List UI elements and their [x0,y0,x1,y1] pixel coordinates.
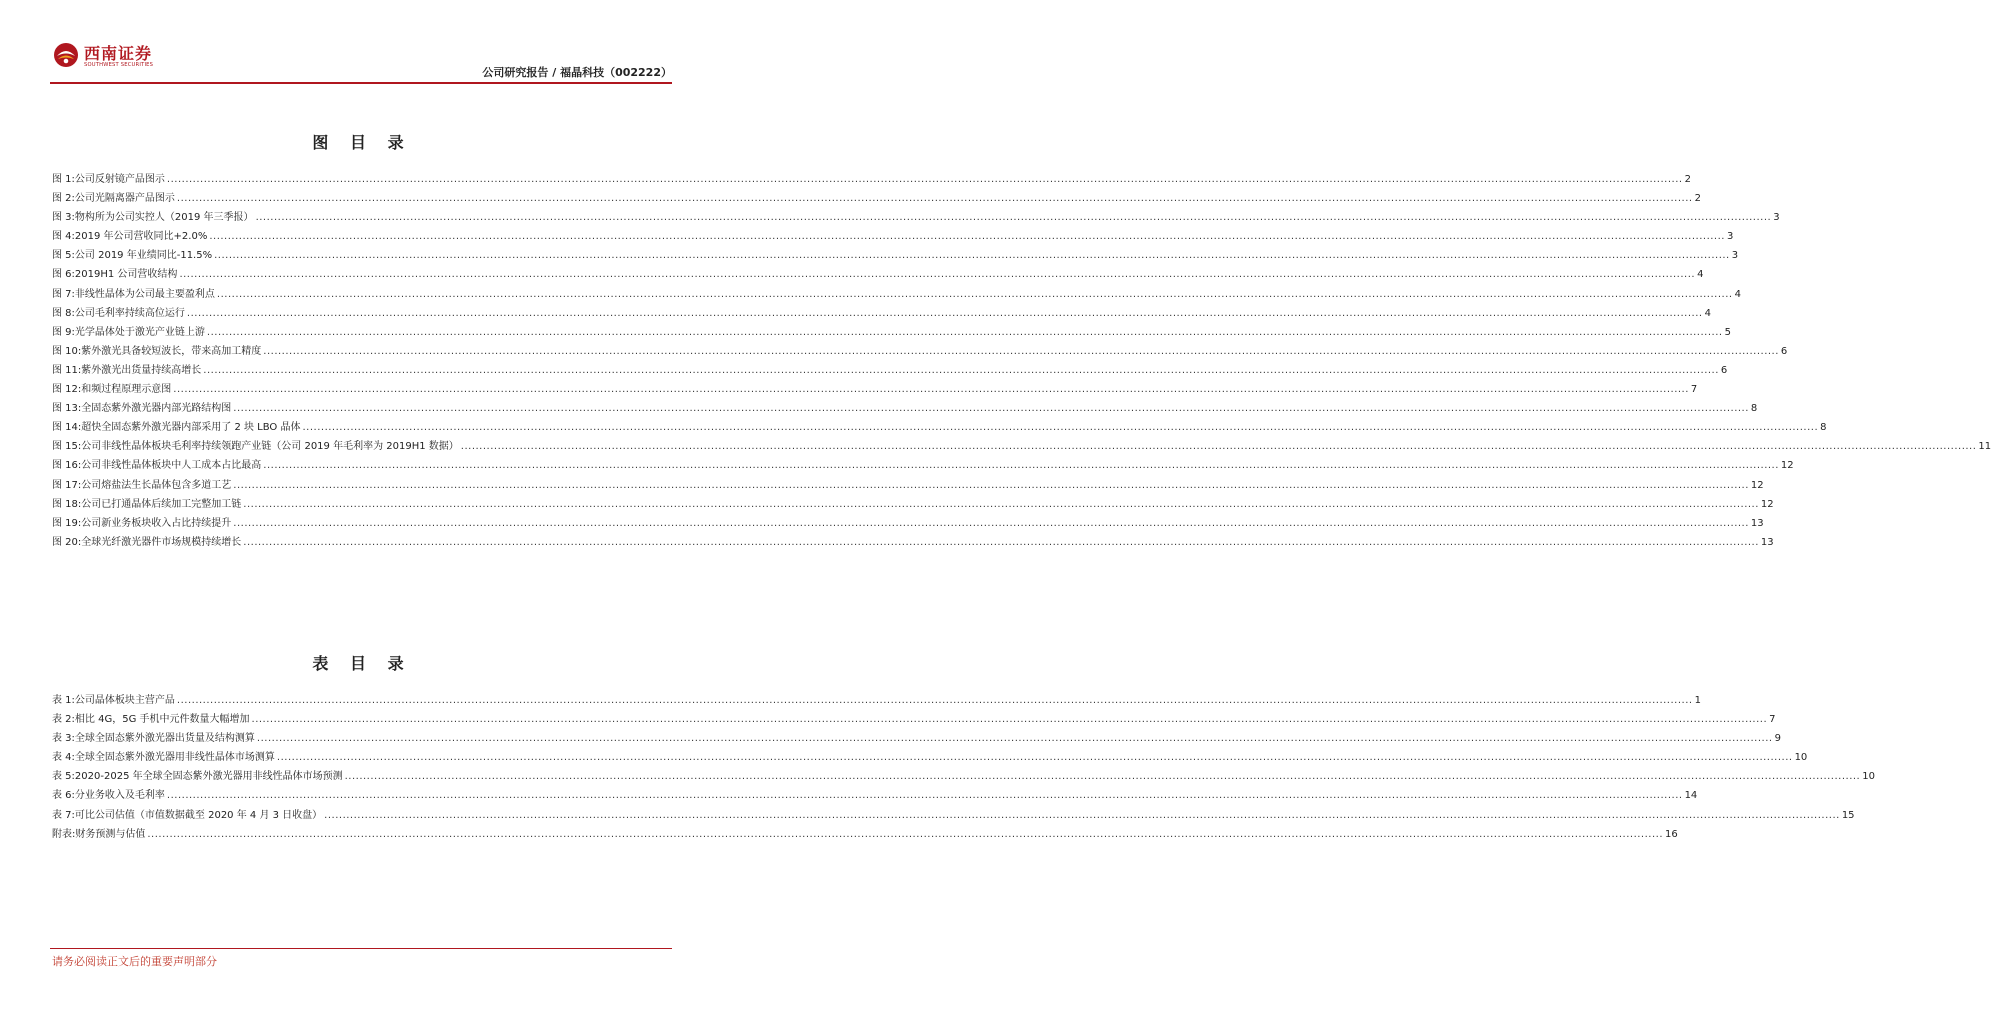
toc-leader-dots [233,476,1749,495]
toc-entry-label: 图 12: [52,384,82,396]
toc-leader-dots [263,456,1779,475]
toc-entry-label: 图 9: [52,326,75,338]
tables-toc-title: 表 目 录 [312,654,412,673]
toc-entry-title: 公司已打通晶体后续加工完整加工链 [81,498,242,510]
toc-entry-page: 2 [1684,174,1691,185]
toc-entry-page: 14 [1684,790,1698,802]
toc-entry-title: 非线性晶体为公司最主要盈利点 [74,288,215,300]
footer-divider [50,948,672,949]
toc-entry-label: 图 10: [52,345,82,357]
toc-entry-label: 图 15: [52,441,82,453]
toc-leader-dots [207,323,1723,342]
toc-entry-page: 4 [1734,288,1741,300]
toc-entry-label: 表 1: [52,695,75,706]
toc-entry-page: 1 [1694,695,1701,706]
page-header [50,38,672,82]
toc-leader-dots [167,786,1683,805]
toc-leader-dots [177,189,1693,208]
toc-entry-page: 11 [1978,441,1991,453]
toc-entry-title: 公司反射镜产品图示 [74,174,165,185]
toc-entry-page: 12 [1760,498,1774,510]
toc-entry-label: 图 17: [52,479,82,491]
toc-entry-title: 超快全固态紫外激光器内部采用了 2 块 LBO 晶体 [81,422,301,434]
toc-entry-label: 表 3: [52,733,75,745]
toc-entry-title: 光学晶体处于激光产业链上游 [74,326,205,338]
toc-entry-title: 和频过程原理示意图 [81,384,172,396]
toc-entry-label: 图 5: [52,250,75,262]
toc-leader-dots [345,767,1861,786]
toc-entry-label: 图 6: [52,269,75,281]
toc-leader-dots [243,495,1759,514]
toc-leader-dots [147,825,1663,844]
toc-leader-dots [256,208,1772,227]
toc-leader-dots [243,533,1759,552]
toc-entry-page: 8 [1750,403,1758,415]
toc-entry[interactable] [52,691,1701,710]
toc-entry-title: 公司毛利率持续高位运行 [74,307,185,319]
toc-entry-label: 附表: [52,828,76,840]
toc-entry[interactable] [52,729,1781,748]
logo-english-name: SOUTHWEST SECURITIES [84,62,154,68]
company-logo [50,38,250,78]
toc-entry-title: 公司非线性晶体板块毛利率持续领跑产业链（公司 2019 年毛利率为 2019H1 数据） [81,441,459,453]
toc-entry[interactable] [52,825,1678,844]
toc-leader-dots [179,265,1695,284]
toc-leader-dots [167,170,1683,189]
toc-entry-title: 2020-2025 年全球全固态紫外激光器用非线性晶体市场预测 [74,771,343,783]
toc-entry-label: 图 20: [52,536,82,548]
toc-entry[interactable] [52,246,1739,265]
toc-entry-page: 6 [1720,364,1728,376]
toc-leader-dots [173,380,1689,399]
toc-entry-title: 物构所为公司实控人（2019 年三季报） [74,212,254,224]
toc-entry-page: 12 [1750,479,1764,491]
toc-entry[interactable] [52,265,1704,284]
toc-entry[interactable] [52,514,1764,533]
toc-entry-label: 图 14: [52,422,82,434]
toc-entry[interactable] [52,476,1764,495]
toc-leader-dots [303,418,1819,437]
logo-chinese-name: 西南证券 [84,44,153,63]
toc-entry-page: 9 [1774,733,1781,745]
toc-entry-page: 10 [1794,752,1808,764]
toc-leader-dots [263,342,1779,361]
toc-entry-page: 5 [1724,326,1731,338]
toc-entry-title: 公司新业务板块收入占比持续提升 [81,517,232,529]
toc-leader-dots [217,285,1733,304]
toc-entry[interactable] [52,748,1808,767]
figures-toc-title: 图 目 录 [312,133,412,152]
toc-entry[interactable] [52,456,1794,475]
header-divider [50,82,672,84]
toc-entry-label: 表 5: [52,771,75,783]
toc-entry[interactable] [52,399,1758,418]
toc-entry-title: 2019H1 公司营收结构 [74,269,178,281]
toc-entry[interactable] [52,710,1776,729]
toc-entry-title: 公司晶体板块主营产品 [74,695,175,706]
toc-entry-title: 全球全固态紫外激光器用非线性晶体市场测算 [74,752,275,764]
toc-entry-title: 公司 2019 年业绩同比-11.5% [74,250,213,262]
toc-entry-label: 表 6: [52,790,75,802]
toc-entry-label: 图 1: [52,174,75,185]
toc-entry[interactable] [52,208,1780,227]
toc-entry-title: 相比 4G，5G 手机中元件数量大幅增加 [74,714,250,726]
toc-leader-dots [214,246,1730,265]
toc-entry-page: 12 [1780,460,1794,472]
toc-leader-dots [203,361,1719,380]
toc-entry-title: 财务预测与估值 [75,828,146,840]
toc-entry-title: 紫外激光具备较短波长，带来高加工精度 [81,345,262,357]
toc-entry[interactable] [52,786,1698,805]
toc-entry-page: 4 [1697,269,1704,281]
toc-entry-label: 图 2: [52,193,75,205]
toc-entry-page: 7 [1769,714,1776,726]
toc-entry-label: 图 16: [52,460,82,472]
toc-entry-title: 全球全固态紫外激光器出货量及结构测算 [74,733,255,745]
toc-entry[interactable] [52,767,1875,786]
toc-leader-dots [277,748,1793,767]
toc-leader-dots [187,304,1703,323]
toc-entry-label: 图 13: [52,403,82,415]
toc-entry[interactable] [52,437,1991,456]
toc-entry-page: 7 [1690,384,1698,396]
toc-entry[interactable] [52,285,1741,304]
toc-entry-label: 表 7: [52,809,75,821]
toc-entry[interactable] [52,806,1855,825]
toc-entry-label: 图 4: [52,231,75,243]
toc-entry[interactable] [52,227,1734,246]
toc-entry-page: 3 [1773,212,1780,224]
toc-leader-dots [233,514,1749,533]
toc-entry-page: 6 [1780,345,1788,357]
toc-entry-label: 图 19: [52,517,82,529]
toc-leader-dots [324,806,1840,825]
toc-entry-page: 10 [1862,771,1875,783]
toc-entry-page: 3 [1731,250,1739,262]
toc-entry[interactable] [52,189,1701,208]
toc-entry-page: 8 [1820,422,1827,434]
tables-toc [52,691,1875,844]
toc-entry-title: 公司光隔离器产品图示 [74,193,175,205]
toc-entry-title: 公司熔盐法生长晶体包含多道工艺 [81,479,232,491]
toc-entry-page: 13 [1760,536,1774,548]
toc-entry-label: 图 7: [52,288,75,300]
toc-entry-page: 13 [1750,517,1764,529]
toc-entry-title: 分业务收入及毛利率 [74,790,165,802]
toc-entry[interactable] [52,304,1711,323]
toc-entry-page: 2 [1694,193,1701,205]
toc-entry[interactable] [52,361,1728,380]
toc-entry-label: 表 4: [52,752,75,764]
toc-entry-title: 全固态紫外激光器内部光路结构图 [81,403,232,415]
toc-entry-page: 3 [1726,231,1734,243]
toc-entry-page: 16 [1665,828,1678,840]
toc-entry-label: 图 8: [52,307,75,319]
figures-toc [52,170,1991,552]
toc-entry-label: 图 3: [52,212,75,224]
toc-entry-label: 图 18: [52,498,82,510]
toc-entry[interactable] [52,495,1774,514]
toc-entry[interactable] [52,342,1788,361]
toc-entry[interactable] [52,380,1698,399]
toc-leader-dots [233,399,1749,418]
toc-leader-dots [461,437,1977,456]
toc-entry-title: 公司非线性晶体板块中人工成本占比最高 [81,460,262,472]
toc-entry-label: 表 2: [52,714,75,726]
toc-entry-page: 4 [1704,307,1711,319]
toc-entry[interactable] [52,418,1827,437]
toc-entry-title: 紫外激光出货量持续高增长 [81,364,202,376]
toc-entry-title: 2019 年公司营收同比+2.0% [74,231,208,243]
toc-entry[interactable] [52,533,1774,552]
toc-entry-title: 可比公司估值（市值数据截至 2020 年 4 月 3 日收盘） [74,809,323,821]
toc-entry-title: 全球光纤激光器件市场规模持续增长 [81,536,242,548]
toc-leader-dots [257,729,1773,748]
toc-entry[interactable] [52,170,1691,189]
toc-leader-dots [209,227,1725,246]
toc-entry-label: 图 11: [52,364,82,376]
toc-entry[interactable] [52,323,1731,342]
report-reference: 公司研究报告 / 福晶科技（002222） [482,66,672,79]
toc-entry-page: 15 [1841,809,1855,821]
logo-emblem-icon [53,42,79,68]
footer-disclaimer: 请务必阅读正文后的重要声明部分 [52,955,217,968]
toc-leader-dots [252,710,1768,729]
toc-leader-dots [177,691,1693,710]
